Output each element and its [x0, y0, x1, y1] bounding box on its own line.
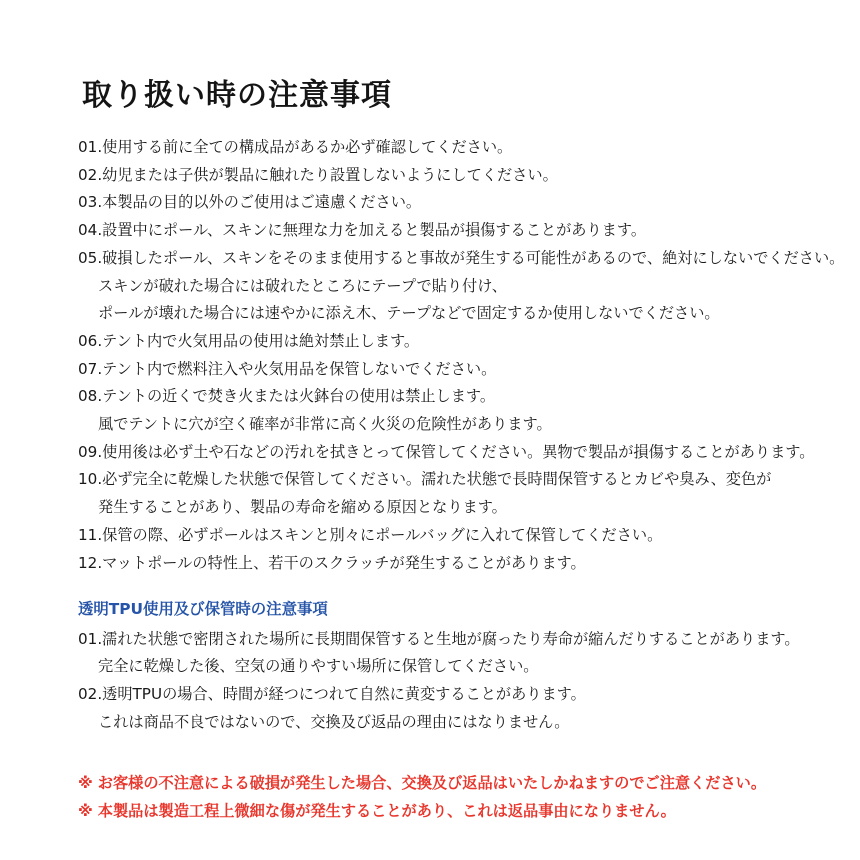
- list-item: 02.幼児または子供が製品に触れたり設置しないようにしてください。: [78, 165, 558, 184]
- list-item: 03.本製品の目的以外のご使用はご遠慮ください。: [78, 193, 422, 212]
- list-item: 02.透明TPUの場合、時間が経つにつれて自然に黄変することがあります。: [78, 685, 586, 704]
- list-item: 12.マットポールの特性上、若干のスクラッチが発生することがあります。: [78, 553, 586, 572]
- list-item: 11.保管の際、必ずポールはスキンと別々にポールバッグに入れて保管してください。: [78, 525, 663, 544]
- list-item-sub: 発生することがあり、製品の寿命を縮める原因となります。: [98, 498, 507, 517]
- list-item-sub: これは商品不良ではないので、交換及び返品の理由にはなりません。: [98, 712, 570, 731]
- list-item-sub: スキンが破れた場合には破れたところにテープで貼り付け、: [98, 276, 507, 295]
- list-item: 08.テントの近くで焚き火または火鉢台の使用は禁止します。: [78, 387, 496, 406]
- list-item: 01.使用する前に全ての構成品があるか必ず確認してください。: [78, 138, 513, 156]
- list-item: 01.濡れた状態で密閉された場所に長期間保管すると生地が腐ったり寿命が縮んだりすることがあります。: [78, 629, 800, 648]
- list-item: 10.必ず完全に乾燥した状態で保管してください。濡れた状態で長時間保管するとカビや臭み、変色が: [78, 470, 772, 489]
- tpu-precautions-list: [78, 629, 800, 731]
- precautions-list: [78, 138, 845, 572]
- notice-line: [78, 776, 788, 791]
- list-item-sub: 完全に乾燥した後、空気の通りやすい場所に保管してください。: [98, 657, 539, 676]
- reference-mark-icon: ※: [78, 774, 93, 793]
- notice-text: 本製品は製造工程上微細な傷が発生することがあり、これは返品事由になりません。: [97, 802, 676, 821]
- tpu-section-heading: 透明TPU使用及び保管時の注意事項: [78, 599, 328, 618]
- list-item: 05.破損したポール、スキンをそのまま使用すると事故が発生する可能性があるので、絶対にしないでください。: [78, 248, 845, 267]
- notice-line: [78, 804, 788, 819]
- page-title: 取り扱い時の注意事項: [82, 78, 392, 113]
- list-item: 07.テント内で燃料注入や火気用品を保管しないでください。: [78, 359, 497, 378]
- list-item-sub: 風でテントに穴が空く確率が非常に高く火災の危険性があります。: [98, 415, 552, 434]
- list-item: 04.設置中にポール、スキンに無理な力を加えると製品が損傷することがあります。: [78, 221, 647, 240]
- notice-block: [78, 776, 788, 819]
- reference-mark-icon: ※: [78, 802, 93, 821]
- list-item: 06.テント内で火気用品の使用は絶対禁止します。: [78, 331, 420, 350]
- list-item-sub: ポールが壊れた場合には速やかに添え木、テープなどで固定するか使用しないでください。: [98, 304, 720, 323]
- list-item: 09.使用後は必ず土や石などの汚れを拭きとって保管してください。異物で製品が損傷することがあります。: [78, 442, 815, 461]
- notice-text: お客様の不注意による破損が発生した場合、交換及び返品はいたしかねますのでご注意ください。: [97, 774, 767, 793]
